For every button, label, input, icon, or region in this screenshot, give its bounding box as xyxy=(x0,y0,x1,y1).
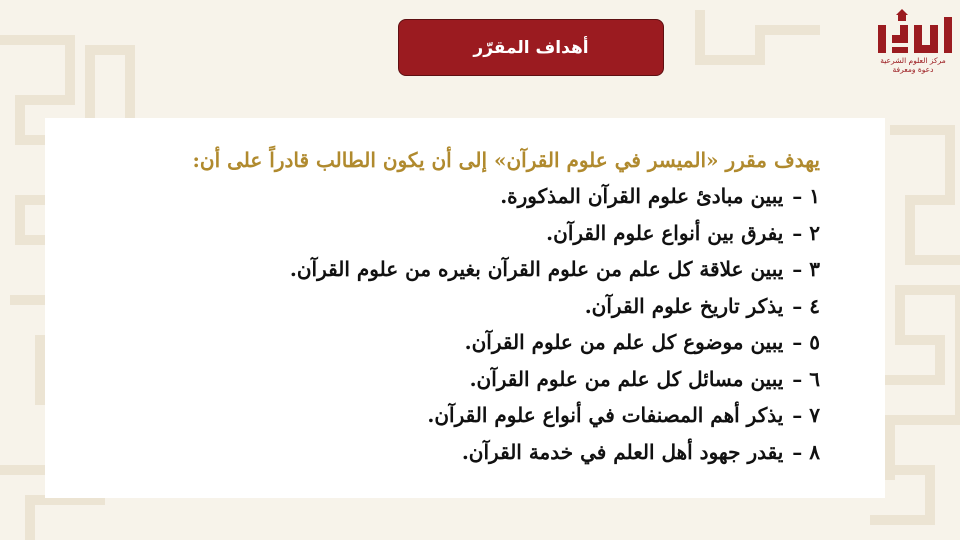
logo-tagline-line2: دعوة ومعرفة xyxy=(892,65,934,74)
goal-text: يذكر تاريخ علوم القرآن. xyxy=(584,293,784,318)
goal-number: ٦ – xyxy=(792,366,820,391)
goal-item xyxy=(150,324,820,361)
goal-item xyxy=(150,251,820,288)
goal-item xyxy=(150,361,820,398)
goal-text: يذكر أهم المصنفات في أنواع علوم القرآن. xyxy=(427,403,784,427)
goal-item xyxy=(150,434,820,471)
goal-item xyxy=(150,178,820,215)
goal-text: يقدر جهود أهل العلم في خدمة القرآن. xyxy=(461,439,784,464)
goal-number: ٥ – xyxy=(792,330,820,354)
goal-text: يفرق بين أنواع علوم القرآن. xyxy=(546,220,784,245)
page-title: أهداف المقرّر xyxy=(398,19,664,76)
goal-number: ٨ – xyxy=(792,439,820,464)
goals-list xyxy=(150,178,820,470)
goal-number: ٣ – xyxy=(792,257,820,281)
goal-text: يبين علاقة كل علم من علوم القرآن بغيره من علوم القرآن. xyxy=(289,257,784,281)
goal-item xyxy=(150,215,820,252)
goal-text: يبين مسائل كل علم من علوم القرآن. xyxy=(469,366,784,391)
goal-number: ٤ – xyxy=(792,293,820,318)
goal-text: يبين موضوع كل علم من علوم القرآن. xyxy=(464,330,784,354)
goal-item xyxy=(150,397,820,434)
goal-number: ٢ – xyxy=(792,220,820,245)
goal-text: يبين مبادئ علوم القرآن المذكورة. xyxy=(500,184,784,208)
logo-tagline-line1: مركز العلوم الشرعية xyxy=(880,56,946,65)
goal-number: ٧ – xyxy=(792,403,820,427)
intro-text: يهدف مقرر «الميسر في علوم القرآن» إلى أن يكون الطالب قادراً على أن: xyxy=(192,148,820,172)
objectives-text xyxy=(150,142,820,470)
goal-number: ١ – xyxy=(792,184,820,208)
logo-tagline xyxy=(868,56,958,74)
goal-item xyxy=(150,288,820,325)
